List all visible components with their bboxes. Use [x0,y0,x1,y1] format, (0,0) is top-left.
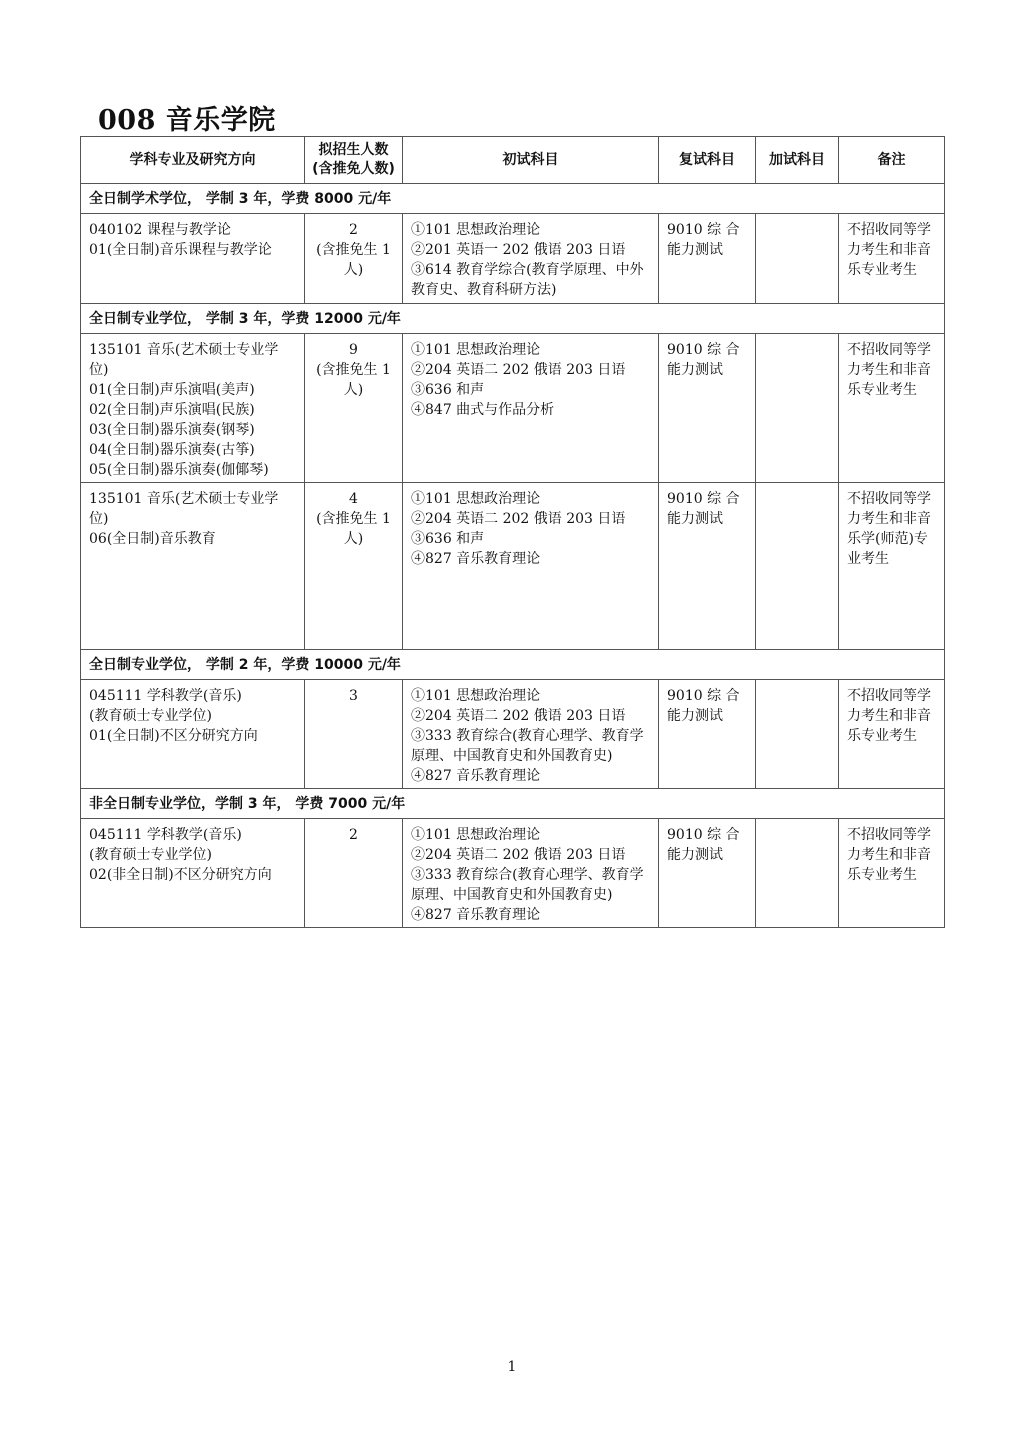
initial-exam-cell-line: ④827 音乐教育理论 [411,551,541,567]
quota-cell-line: 人) [343,382,364,398]
quota-cell [305,680,403,789]
header-quota [305,137,403,184]
initial-exam-cell-line: ②204 英语二 202 俄语 203 日语 [411,708,626,724]
initial-exam-cell [403,483,659,650]
initial-exam-cell-line: ①101 思想政治理论 [411,827,541,843]
retest-cell: 9010 综 合 能力测试 [659,819,756,928]
extra-exam-cell [756,214,839,304]
initial-exam-cell-line: ④847 曲式与作品分析 [411,402,555,418]
retest-cell: 9010 综 合 能力测试 [659,334,756,483]
program-cell [81,680,305,789]
table-row [81,819,945,928]
initial-exam-cell-line: ②204 英语二 202 俄语 203 日语 [411,362,626,378]
notes-cell: 不招收同等学力考生和非音乐专业考生 [839,334,945,483]
program-cell-line: 01(全日制)音乐课程与教学论 [89,242,272,258]
initial-exam-cell-line: ①101 思想政治理论 [411,342,541,358]
program-cell-line: 045111 学科教学(音乐) [89,827,242,843]
section-title: 全日制专业学位， 学制 2 年，学费 10000 元/年 [81,650,945,680]
extra-exam-cell [756,483,839,650]
header-retest: 复试科目 [659,137,756,184]
table-row [81,483,945,650]
retest-cell: 9010 综 合 能力测试 [659,214,756,304]
program-cell-line: 02(非全日制)不区分研究方向 [89,867,272,883]
quota-cell-line: 2 [349,827,358,843]
retest-cell: 9010 综 合 能力测试 [659,680,756,789]
initial-exam-cell-line: ①101 思想政治理论 [411,222,541,238]
program-cell [81,819,305,928]
admissions-table [80,136,945,928]
initial-exam-cell-line: ③636 和声 [411,531,485,547]
quota-cell-line: (含推免生 1 [316,511,391,527]
section-title: 全日制学术学位， 学制 3 年，学费 8000 元/年 [81,184,945,214]
retest-cell: 9010 综 合 能力测试 [659,483,756,650]
page-title: 008 音乐学院 [98,105,276,136]
initial-exam-cell [403,819,659,928]
initial-exam-cell-line: ②204 英语二 202 俄语 203 日语 [411,847,626,863]
notes-cell: 不招收同等学力考生和非音乐专业考生 [839,819,945,928]
program-cell [81,214,305,304]
program-cell-line: 040102 课程与教学论 [89,222,231,238]
table-row [81,214,945,304]
extra-exam-cell [756,680,839,789]
quota-cell [305,334,403,483]
initial-exam-cell-line: ②201 英语一 202 俄语 203 日语 [411,242,626,258]
program-cell-line: (教育硕士专业学位) [89,847,212,863]
table-row [81,334,945,483]
quota-cell [305,214,403,304]
initial-exam-cell [403,214,659,304]
initial-exam-cell-line: ④827 音乐教育理论 [411,907,541,923]
header-program: 学科专业及研究方向 [81,137,305,184]
section-title: 全日制专业学位， 学制 3 年，学费 12000 元/年 [81,304,945,334]
section-header-row [81,650,945,680]
initial-exam-cell-line: ①101 思想政治理论 [411,688,541,704]
quota-cell-line: 人) [343,531,364,547]
program-cell [81,334,305,483]
program-cell [81,483,305,650]
notes-cell: 不招收同等学力考生和非音乐学(师范)专业考生 [839,483,945,650]
page-number: 1 [507,1359,517,1375]
quota-cell-line: (含推免生 1 [316,362,391,378]
section-title: 非全日制专业学位，学制 3 年， 学费 7000 元/年 [81,789,945,819]
header-quota-line1: 拟招生人数 [318,142,389,158]
initial-exam-cell-line: ②204 英语二 202 俄语 203 日语 [411,511,626,527]
quota-cell-line: (含推免生 1 [316,242,391,258]
notes-cell: 不招收同等学力考生和非音乐专业考生 [839,680,945,789]
header-extra-exam: 加试科目 [756,137,839,184]
quota-cell [305,483,403,650]
section-header-row [81,789,945,819]
quota-cell [305,819,403,928]
program-cell-line: (教育硕士专业学位) [89,708,212,724]
table-body [81,184,945,928]
program-cell-line: 03(全日制)器乐演奏(钢琴) [89,422,255,438]
extra-exam-cell [756,819,839,928]
program-cell-line: 135101 音乐(艺术硕士专业学位) [89,491,279,527]
quota-cell-line: 人) [343,262,364,278]
initial-exam-cell-line: ③333 教育综合(教育心理学、教育学原理、中国教育史和外国教育史) [411,728,644,764]
program-cell-line: 02(全日制)声乐演唱(民族) [89,402,255,418]
program-cell-line: 01(全日制)声乐演唱(美声) [89,382,255,398]
header-initial-exam: 初试科目 [403,137,659,184]
extra-exam-cell [756,334,839,483]
initial-exam-cell-line: ①101 思想政治理论 [411,491,541,507]
program-cell-line: 05(全日制)器乐演奏(伽倻琴) [89,462,269,478]
quota-cell-line: 4 [349,491,358,507]
initial-exam-cell-line: ③333 教育综合(教育心理学、教育学原理、中国教育史和外国教育史) [411,867,644,903]
quota-cell-line: 3 [349,688,358,704]
program-cell-line: 045111 学科教学(音乐) [89,688,242,704]
program-cell-line: 04(全日制)器乐演奏(古筝) [89,442,255,458]
quota-cell-line: 2 [349,222,358,238]
section-header-row [81,184,945,214]
quota-cell-line: 9 [349,342,358,358]
program-cell-line: 135101 音乐(艺术硕士专业学位) [89,342,279,378]
initial-exam-cell-line: ③636 和声 [411,382,485,398]
initial-exam-cell-line: ③614 教育学综合(教育学原理、中外教育史、教育科研方法) [411,262,644,298]
header-notes: 备注 [839,137,945,184]
program-cell-line: 06(全日制)音乐教育 [89,531,216,547]
initial-exam-cell-line: ④827 音乐教育理论 [411,768,541,784]
initial-exam-cell [403,334,659,483]
program-cell-line: 01(全日制)不区分研究方向 [89,728,258,744]
initial-exam-cell [403,680,659,789]
table-header-row [81,137,945,184]
table-row [81,680,945,789]
notes-cell: 不招收同等学力考生和非音乐专业考生 [839,214,945,304]
section-header-row [81,304,945,334]
header-quota-line2: (含推免人数) [312,161,395,177]
